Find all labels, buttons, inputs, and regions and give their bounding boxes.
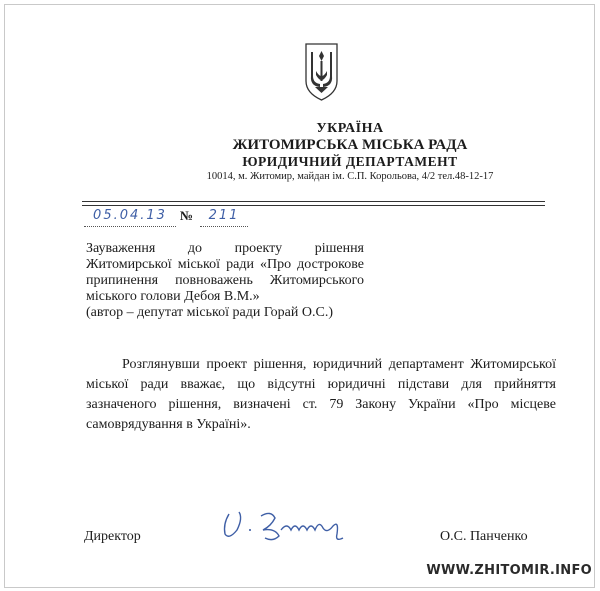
subject-line: (автор – депутат міської ради Горай О.С.) [86,305,333,320]
country-title: УКРАЇНА [316,121,384,136]
body-line: зазначеного рішення, визначені ст. 79 Закону України «Про місцеве [86,397,556,412]
body-line: Розглянувши проект рішення, юридичний департамент Житомирської [122,357,556,372]
subject-line: міського голови Дебоя В.М.» [86,289,260,304]
handwritten-signature [215,500,355,548]
registration-date: 05.04.13 [84,208,176,227]
watermark-text: WWW.ZHITOMIR.INFO [426,563,592,578]
body-paragraph [86,355,556,435]
address-line: 10014, м. Житомир, майдан ім. С.П. Корольова, 4/2 тел.48-12-17 [206,171,494,182]
body-line: самоврядування в Україні». [86,417,251,432]
header-divider-thin [82,205,545,206]
subject-line: припинення повноважень Житомирського [86,273,364,288]
coat-of-arms-icon [303,43,340,101]
registration-number: 211 [200,208,248,227]
department-title: ЮРИДИЧНИЙ ДЕПАРТАМЕНТ [242,154,458,169]
body-line: міської ради вважає, що відсутні юридичні підстави для прийняття [86,377,556,392]
council-title: ЖИТОМИРСЬКА МІСЬКА РАДА [232,137,468,153]
subject-block [86,241,364,321]
subject-line: Житомирської міської ради «Про дострокове [86,257,364,272]
subject-line: Зауваження до проекту рішення [86,241,364,256]
number-sign: № [180,208,194,223]
header-divider-thick [82,201,545,202]
signatory-position: Директор [84,529,141,544]
signatory-name: О.С. Панченко [440,529,528,544]
